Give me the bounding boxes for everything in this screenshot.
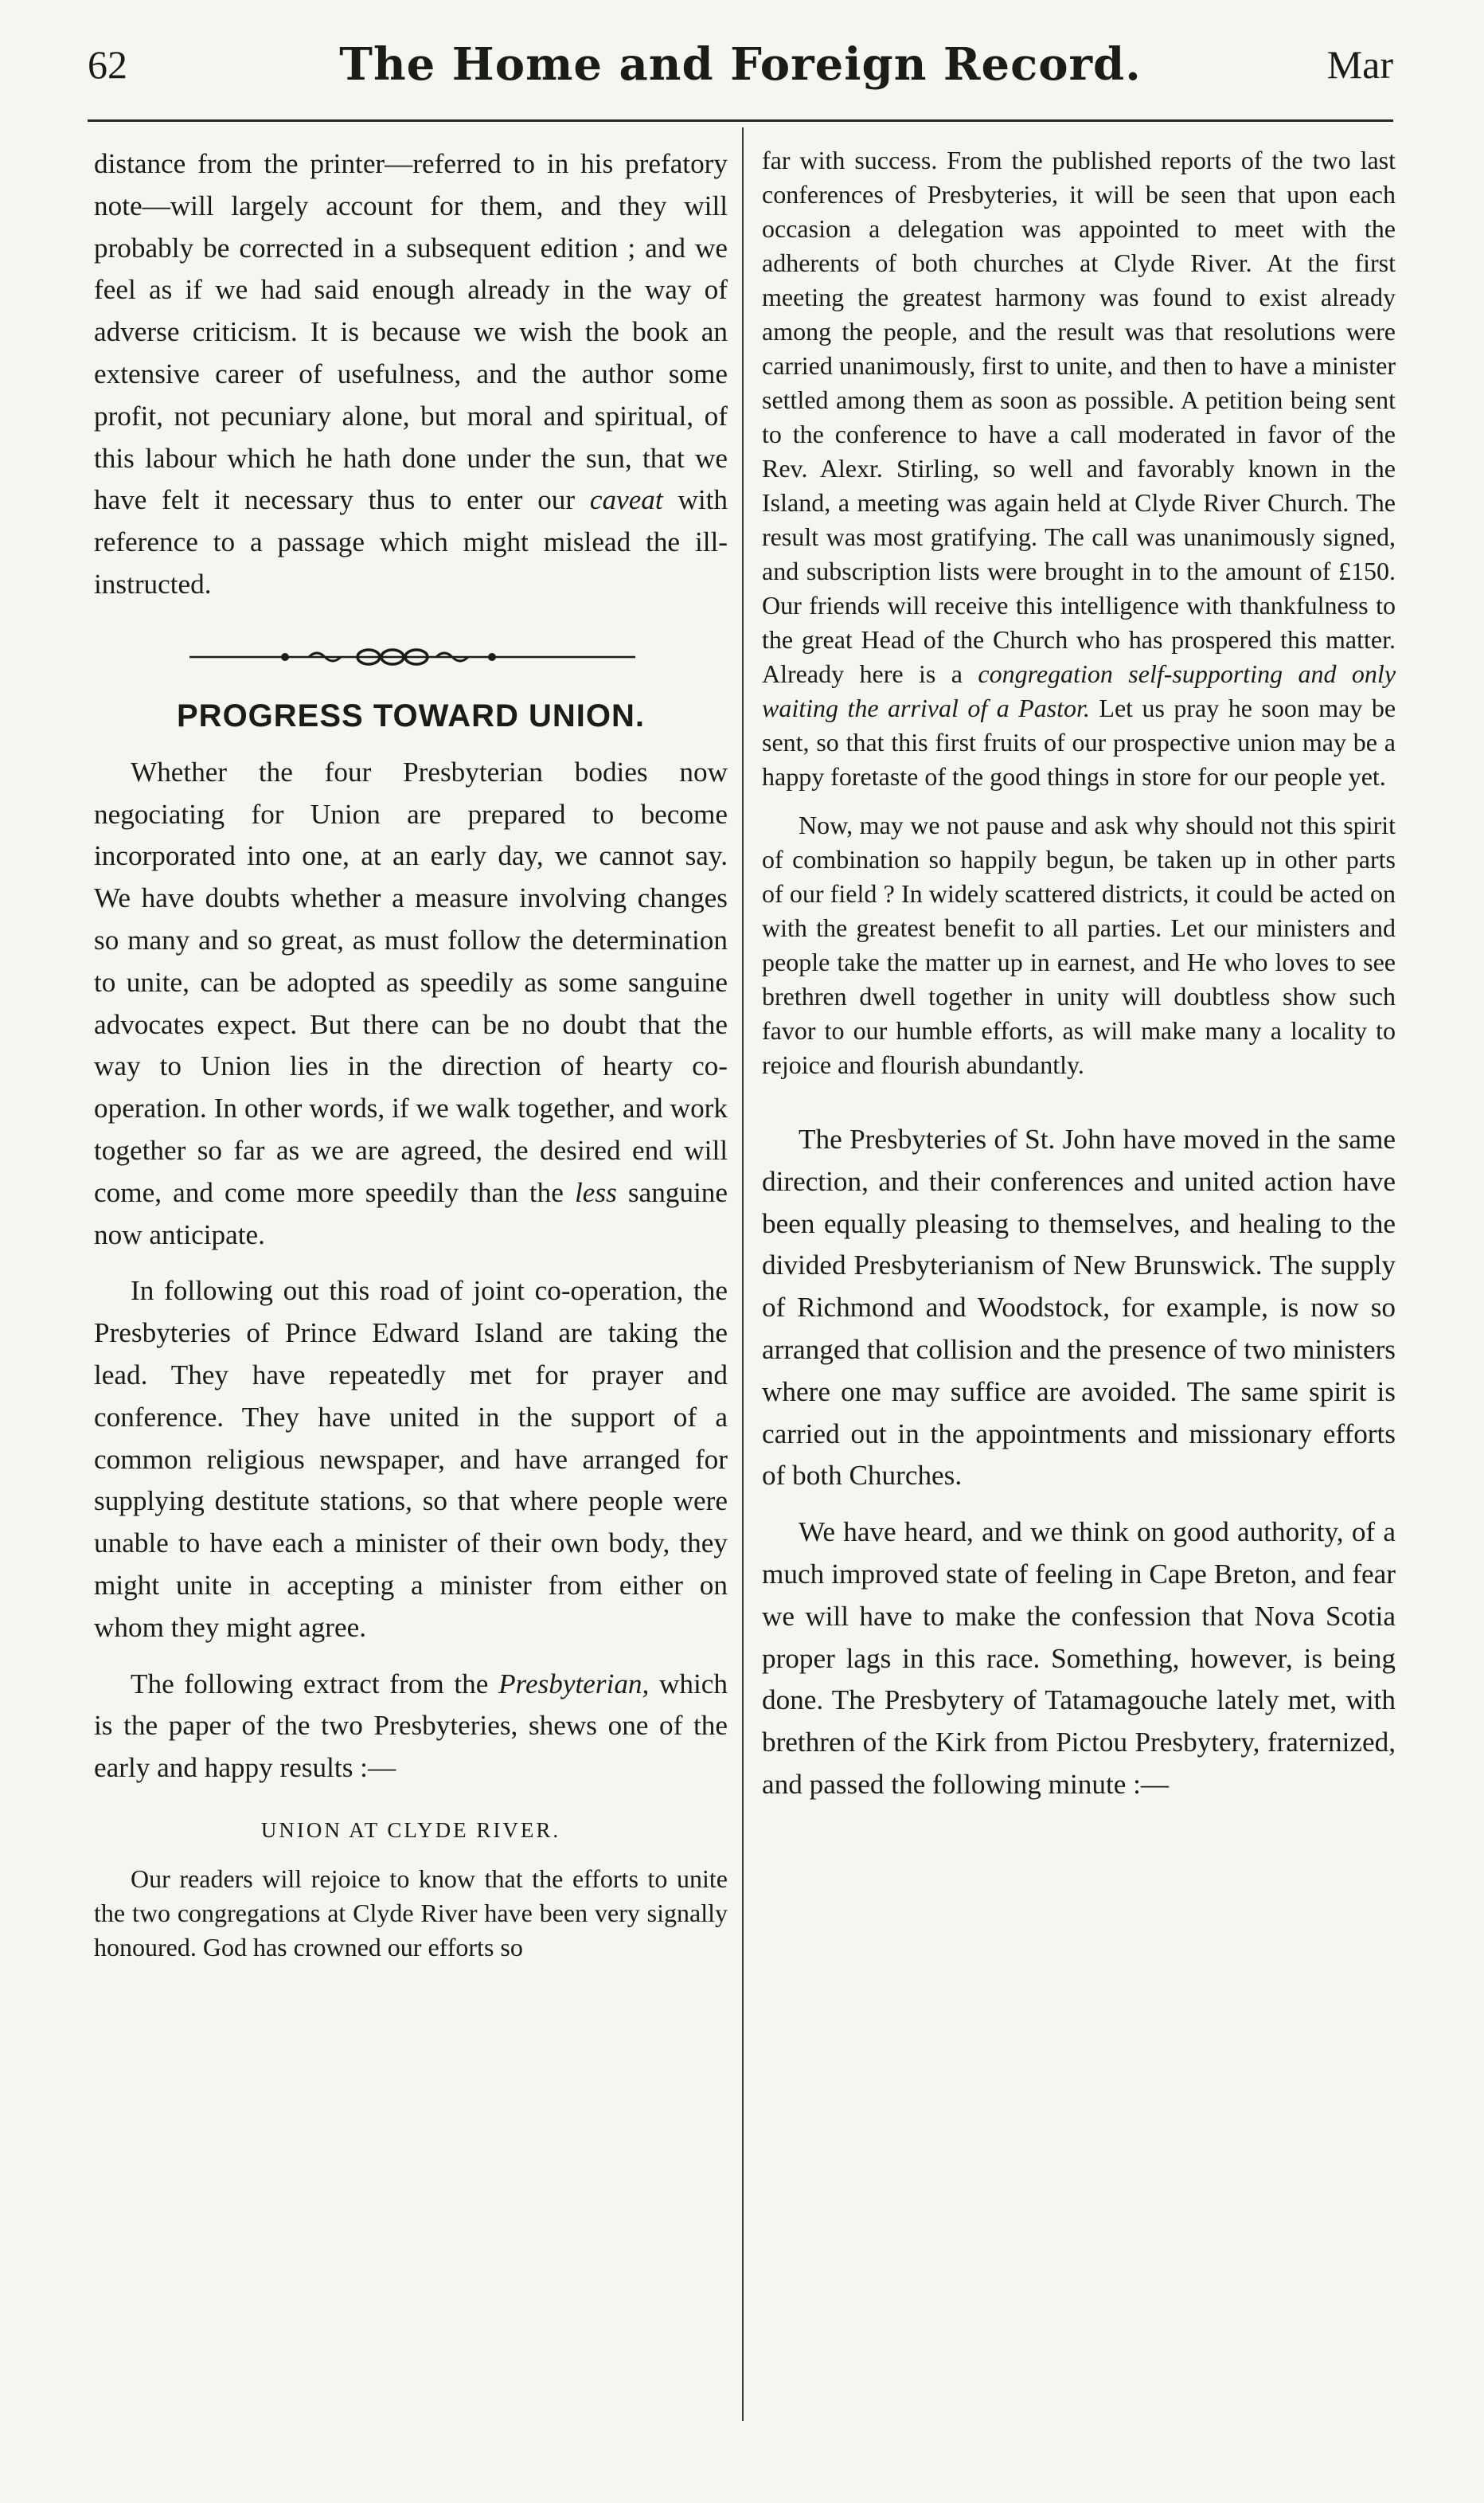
paragraph-clyde-river-continued bbox=[762, 143, 1396, 794]
paragraph-text-end: sanguine now anticipate. bbox=[94, 1176, 728, 1250]
section-gap bbox=[762, 1082, 1396, 1119]
paragraph-prince-edward-island: In following out this road of joint co-operation, the Presbyteries of Prince Edward Island are taking the lead. They have repeatedly met for prayer and conference. They have united in the support of a common religious newspaper, and have arranged for supplying destitute stations, so that where people were unable to have each a minister of their own body, they might unite in accepting a minister from either on whom they might agree. bbox=[94, 1275, 728, 1643]
header-rule bbox=[88, 119, 1393, 122]
column-divider bbox=[742, 127, 744, 2421]
journal-title: The Home and Foreign Record. bbox=[339, 38, 1142, 91]
right-column bbox=[762, 143, 1396, 1806]
paragraph-text: distance from the printer—referred to in his prefatory note—will largely account for them, and they will probably be corrected in a subsequent edition ; and we feel as if we had said enough already in the way of adverse criticism. It is because we wish the book an extensive career of usefulness, and the author some profit, not pecuniary alone, but moral and spiritual, of this labour which he hath done under the sun, that we have felt it necessary thus to enter our bbox=[94, 148, 728, 516]
scroll-ornament-icon bbox=[189, 641, 635, 673]
paragraph-gap bbox=[94, 1256, 728, 1270]
paragraph-gap bbox=[762, 794, 1396, 808]
paragraph-gap bbox=[762, 1497, 1396, 1512]
issue-month: Mar bbox=[1326, 42, 1393, 87]
paragraph-union bbox=[94, 752, 728, 1257]
paragraph-gap bbox=[94, 1649, 728, 1664]
paragraph-st-john: The Presbyteries of St. John have moved in the same direction, and their conferences and united action have been equally pleasing to themselves, and healing to the divided Presbyterianism of New Brunswick. The supply of Richmond and Woodstock, for example, is now so arranged that collision and the presence of two ministers where one may suffice are avoided. The same spirit is carried out in the appointments and missionary efforts of both Churches. bbox=[762, 1124, 1396, 1492]
paragraph-review-end bbox=[94, 143, 728, 606]
paragraph-text: Whether the four Presbyterian bodies now negociating for Union are prepared to become incorporated into one, at an early day, we cannot say. We have doubts whether a measure involving changes so many and so great, as must follow the determination to unite, can be adopted as speedily as some sanguine advocates expect. But there can be no doubt that the way to Union lies in the direction of hearty co-operation. In other words, if we walk together, and work together so far as we are agreed, the desired end will come, and come more speedily than the bbox=[94, 756, 728, 1208]
paragraph-text: The following extract from the bbox=[131, 1668, 489, 1699]
paragraph-cape-breton: We have heard, and we think on good authority, of a much improved state of feeling in Cape Breton, and fear we will have to make the confession that Nova Scotia proper lags in this race. Something, however, is being done. The Presbytery of Tatamagouche lately met, with brethren of the Kirk from Pictou Presbytery, fraternized, and passed the following minute :— bbox=[762, 1516, 1396, 1800]
section-title: PROGRESS TOWARD UNION. bbox=[177, 698, 645, 733]
paragraph-clyde-river: Our readers will rejoice to know that the efforts to unite the two congregations at Clyde River have been very signally honoured. God has crowned our efforts so bbox=[94, 1864, 728, 1961]
running-head bbox=[88, 38, 1393, 105]
paragraph-combination: Now, may we not pause and ask why should not this spirit of combination so happily begun, be taken up in other parts of our field ? In widely scattered districts, it could be acted on with the greatest benefit to all parties. Let our ministers and people take the matter up in earnest, and He who loves to see brethren dwell together in unity will doubtless show such favor to our humble efforts, as will make many a locality to rejoice and flourish abundantly. bbox=[762, 811, 1396, 1079]
italic-congregation: congregation self-supporting and only waiting the arrival of a Pastor. bbox=[762, 659, 1396, 722]
paragraph-extract-intro bbox=[94, 1664, 728, 1789]
left-column bbox=[94, 143, 728, 1965]
paragraph-text: far with success. From the published reports of the two last conferences of Presbyteries, it will be seen that upon each occasion a delegation was appointed to meet with the adherents of both churches at Clyde River. At the first meeting the greatest harmony was found to exist already among the people, and the result was that resolutions were carried unanimously, first to unite, and then to have a minister settled among them as soon as possible. A petition being sent to the conference to have a call moderated in favor of the Rev. Alexr. Stirling, so well and favorably known in the Island, a meeting was again held at Clyde River Church. The result was most gratifying. The call was unanimously signed, and subscription lists were brought in to the amount of £150. Our friends will receive this intelligence with thankfulness to the great Head of the Church who has prospered this matter. Already here is a bbox=[762, 146, 1396, 688]
paragraph-text-end: with reference to a passage which might mislead the ill-instructed. bbox=[94, 484, 728, 600]
paragraph-text-end: which is the paper of the two Presbyteries, shews one of the early and happy results :— bbox=[94, 1668, 728, 1784]
italic-caveat: caveat bbox=[589, 484, 663, 516]
italic-less: less bbox=[575, 1176, 617, 1208]
page-number: 62 bbox=[88, 42, 127, 87]
ornament-divider bbox=[94, 633, 728, 681]
italic-presbyterian: Presbyterian, bbox=[498, 1668, 650, 1699]
subsection-title: UNION AT CLYDE RIVER. bbox=[260, 1817, 561, 1842]
paragraph-text-end: Let us pray he soon may be sent, so that this first fruits of our prospective union may be a happy foretaste of the good things in store for our people yet. bbox=[762, 694, 1396, 791]
